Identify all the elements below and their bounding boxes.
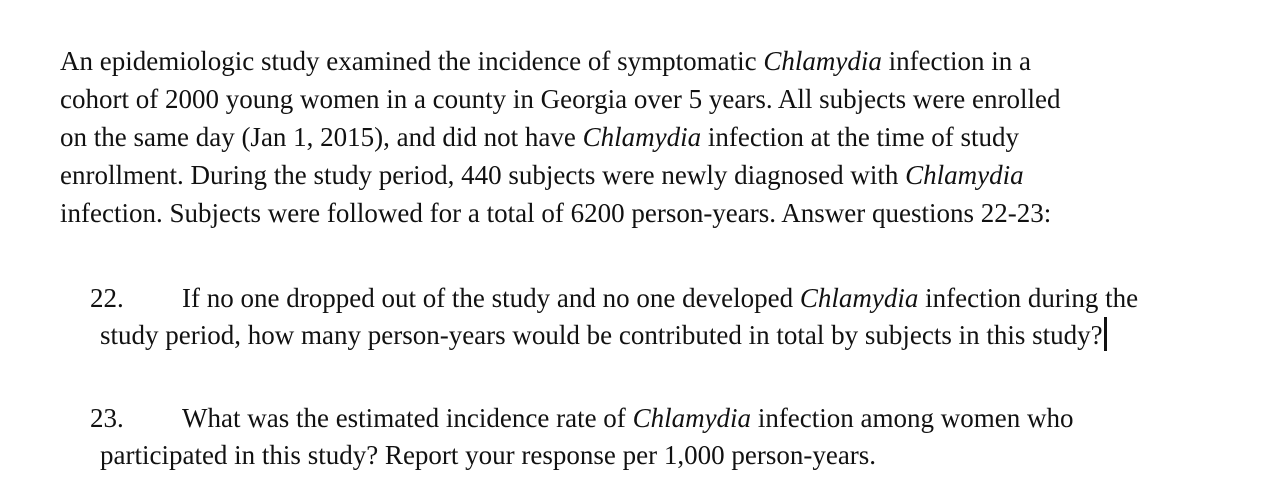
intro-text: An epidemiologic study examined the incidence of symptomatic — [60, 46, 764, 76]
organism-name: Chlamydia — [632, 403, 752, 433]
intro-text: infection in a — [881, 46, 1032, 76]
intro-line-5: infection. Subjects were followed for a total of 6200 person-years. Answer questions 22-23: — [60, 198, 1052, 228]
question-23-line-2: participated in this study? Report your response per 1,000 person-years. — [100, 440, 877, 470]
intro-text: enrollment. During the study period, 440 subjects were newly diagnosed with — [60, 160, 906, 190]
organism-name: Chlamydia — [763, 46, 882, 76]
organism-name: Chlamydia — [799, 283, 919, 313]
question-number: 22. — [90, 283, 124, 313]
question-text: infection during the — [918, 283, 1139, 313]
intro-text: infection at the time of study — [701, 122, 1020, 152]
organism-name: Chlamydia — [905, 160, 1024, 190]
intro-line-3 — [60, 118, 1260, 156]
question-text: What was the estimated incidence rate of — [182, 403, 633, 433]
question-23-line-1 — [80, 400, 1280, 437]
question-23[interactable] — [80, 400, 1280, 474]
question-text: study period, how many person-years would be contributed in total by subjects in this study? — [100, 320, 1103, 350]
intro-text: on the same day (Jan 1, 2015), and did not have — [60, 122, 583, 152]
intro-line-4 — [60, 156, 1260, 194]
intro-paragraph — [60, 42, 1260, 232]
intro-line-2: cohort of 2000 young women in a county in Georgia over 5 years. All subjects were enrolled — [60, 84, 1061, 114]
text-cursor — [1104, 317, 1107, 351]
question-number: 23. — [90, 403, 124, 433]
question-22-line-2 — [80, 317, 1280, 354]
intro-line-1 — [60, 42, 1260, 80]
question-22-line-1 — [80, 280, 1280, 317]
question-text: infection among women who — [751, 403, 1074, 433]
question-text: If no one dropped out of the study and no one developed — [182, 283, 800, 313]
question-22[interactable] — [80, 280, 1280, 354]
organism-name: Chlamydia — [582, 122, 702, 152]
